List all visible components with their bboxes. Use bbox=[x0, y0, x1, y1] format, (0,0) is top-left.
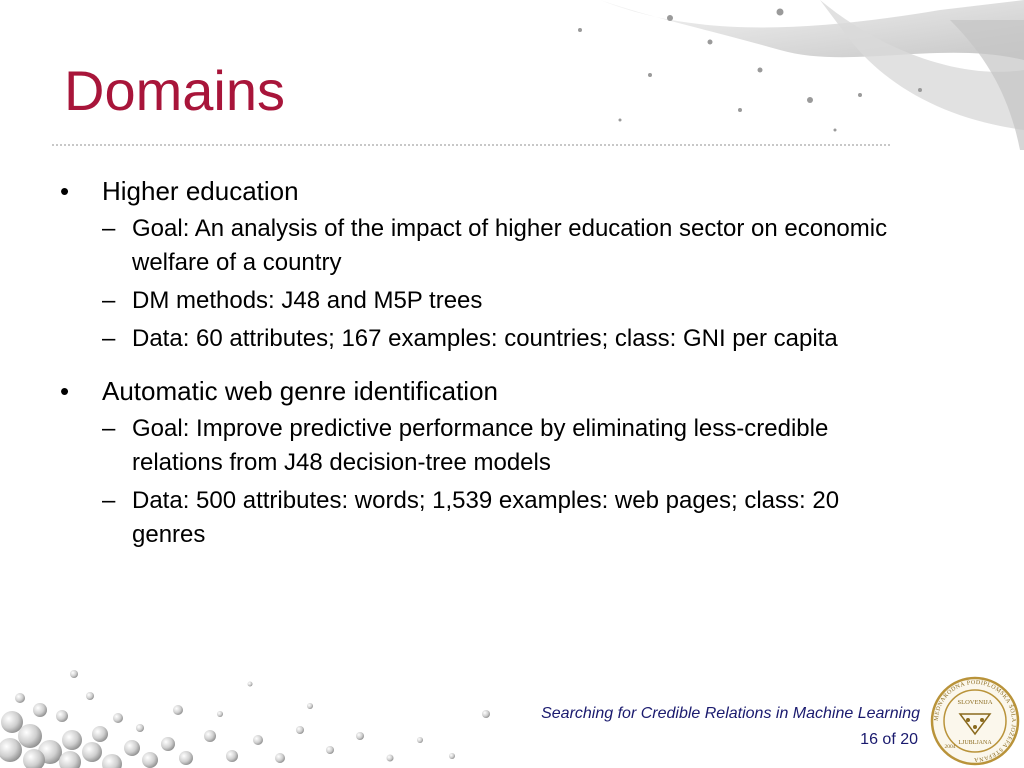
sub-item-text: Goal: An analysis of the impact of higher education sector on economic welfare of a country bbox=[132, 215, 888, 276]
sub-item bbox=[102, 284, 918, 318]
sub-item-text: Goal: Improve predictive performance by eliminating less-credible relations from J48 decision-tree models bbox=[132, 415, 829, 476]
sub-item-text: Data: 500 attributes: words; 1,539 examples: web pages; class: 20 genres bbox=[132, 487, 840, 548]
sub-item bbox=[102, 212, 918, 280]
institution-seal-icon bbox=[930, 676, 1020, 766]
sub-item-text: Data: 60 attributes; 167 examples: countries; class: GNI per capita bbox=[132, 325, 838, 352]
sub-list bbox=[102, 412, 918, 552]
seal-ring-text: MEDNARODNA PODIPLOMSKA ŠOLA JOŽEFA STEFANA bbox=[933, 679, 1017, 763]
sub-item bbox=[102, 412, 918, 480]
sub-item-text: DM methods: J48 and M5P trees bbox=[132, 287, 483, 314]
sub-item bbox=[102, 322, 918, 356]
seal-center-top-text: SLOVENIJA bbox=[957, 699, 993, 706]
bullet-marker: • bbox=[60, 176, 70, 206]
footer-page-number: 16 of 20 bbox=[860, 731, 918, 748]
bullet-text: Higher education bbox=[102, 176, 299, 206]
slide-title: Domains bbox=[64, 59, 285, 122]
title-divider bbox=[52, 144, 890, 146]
decorative-spheres-graphic bbox=[0, 640, 520, 768]
sub-marker: – bbox=[102, 287, 116, 314]
sub-marker: – bbox=[102, 325, 116, 352]
sub-marker: – bbox=[102, 415, 116, 442]
bullet-text: Automatic web genre identification bbox=[102, 376, 499, 406]
bullet-web-genre bbox=[58, 374, 918, 552]
seal-center-bottom-text: LJUBLJANA bbox=[958, 740, 992, 746]
bullet-higher-education bbox=[58, 174, 918, 356]
decorative-swoosh-graphic bbox=[520, 0, 1024, 150]
sub-marker: – bbox=[102, 487, 116, 514]
seal-year-text: 2004 bbox=[944, 744, 956, 750]
sub-item bbox=[102, 484, 918, 552]
bullet-marker: • bbox=[60, 376, 70, 406]
slide-content bbox=[58, 174, 918, 552]
sub-list bbox=[102, 212, 918, 356]
footer-presentation-title: Searching for Credible Relations in Machine Learning bbox=[541, 705, 920, 722]
sub-marker: – bbox=[102, 215, 116, 242]
